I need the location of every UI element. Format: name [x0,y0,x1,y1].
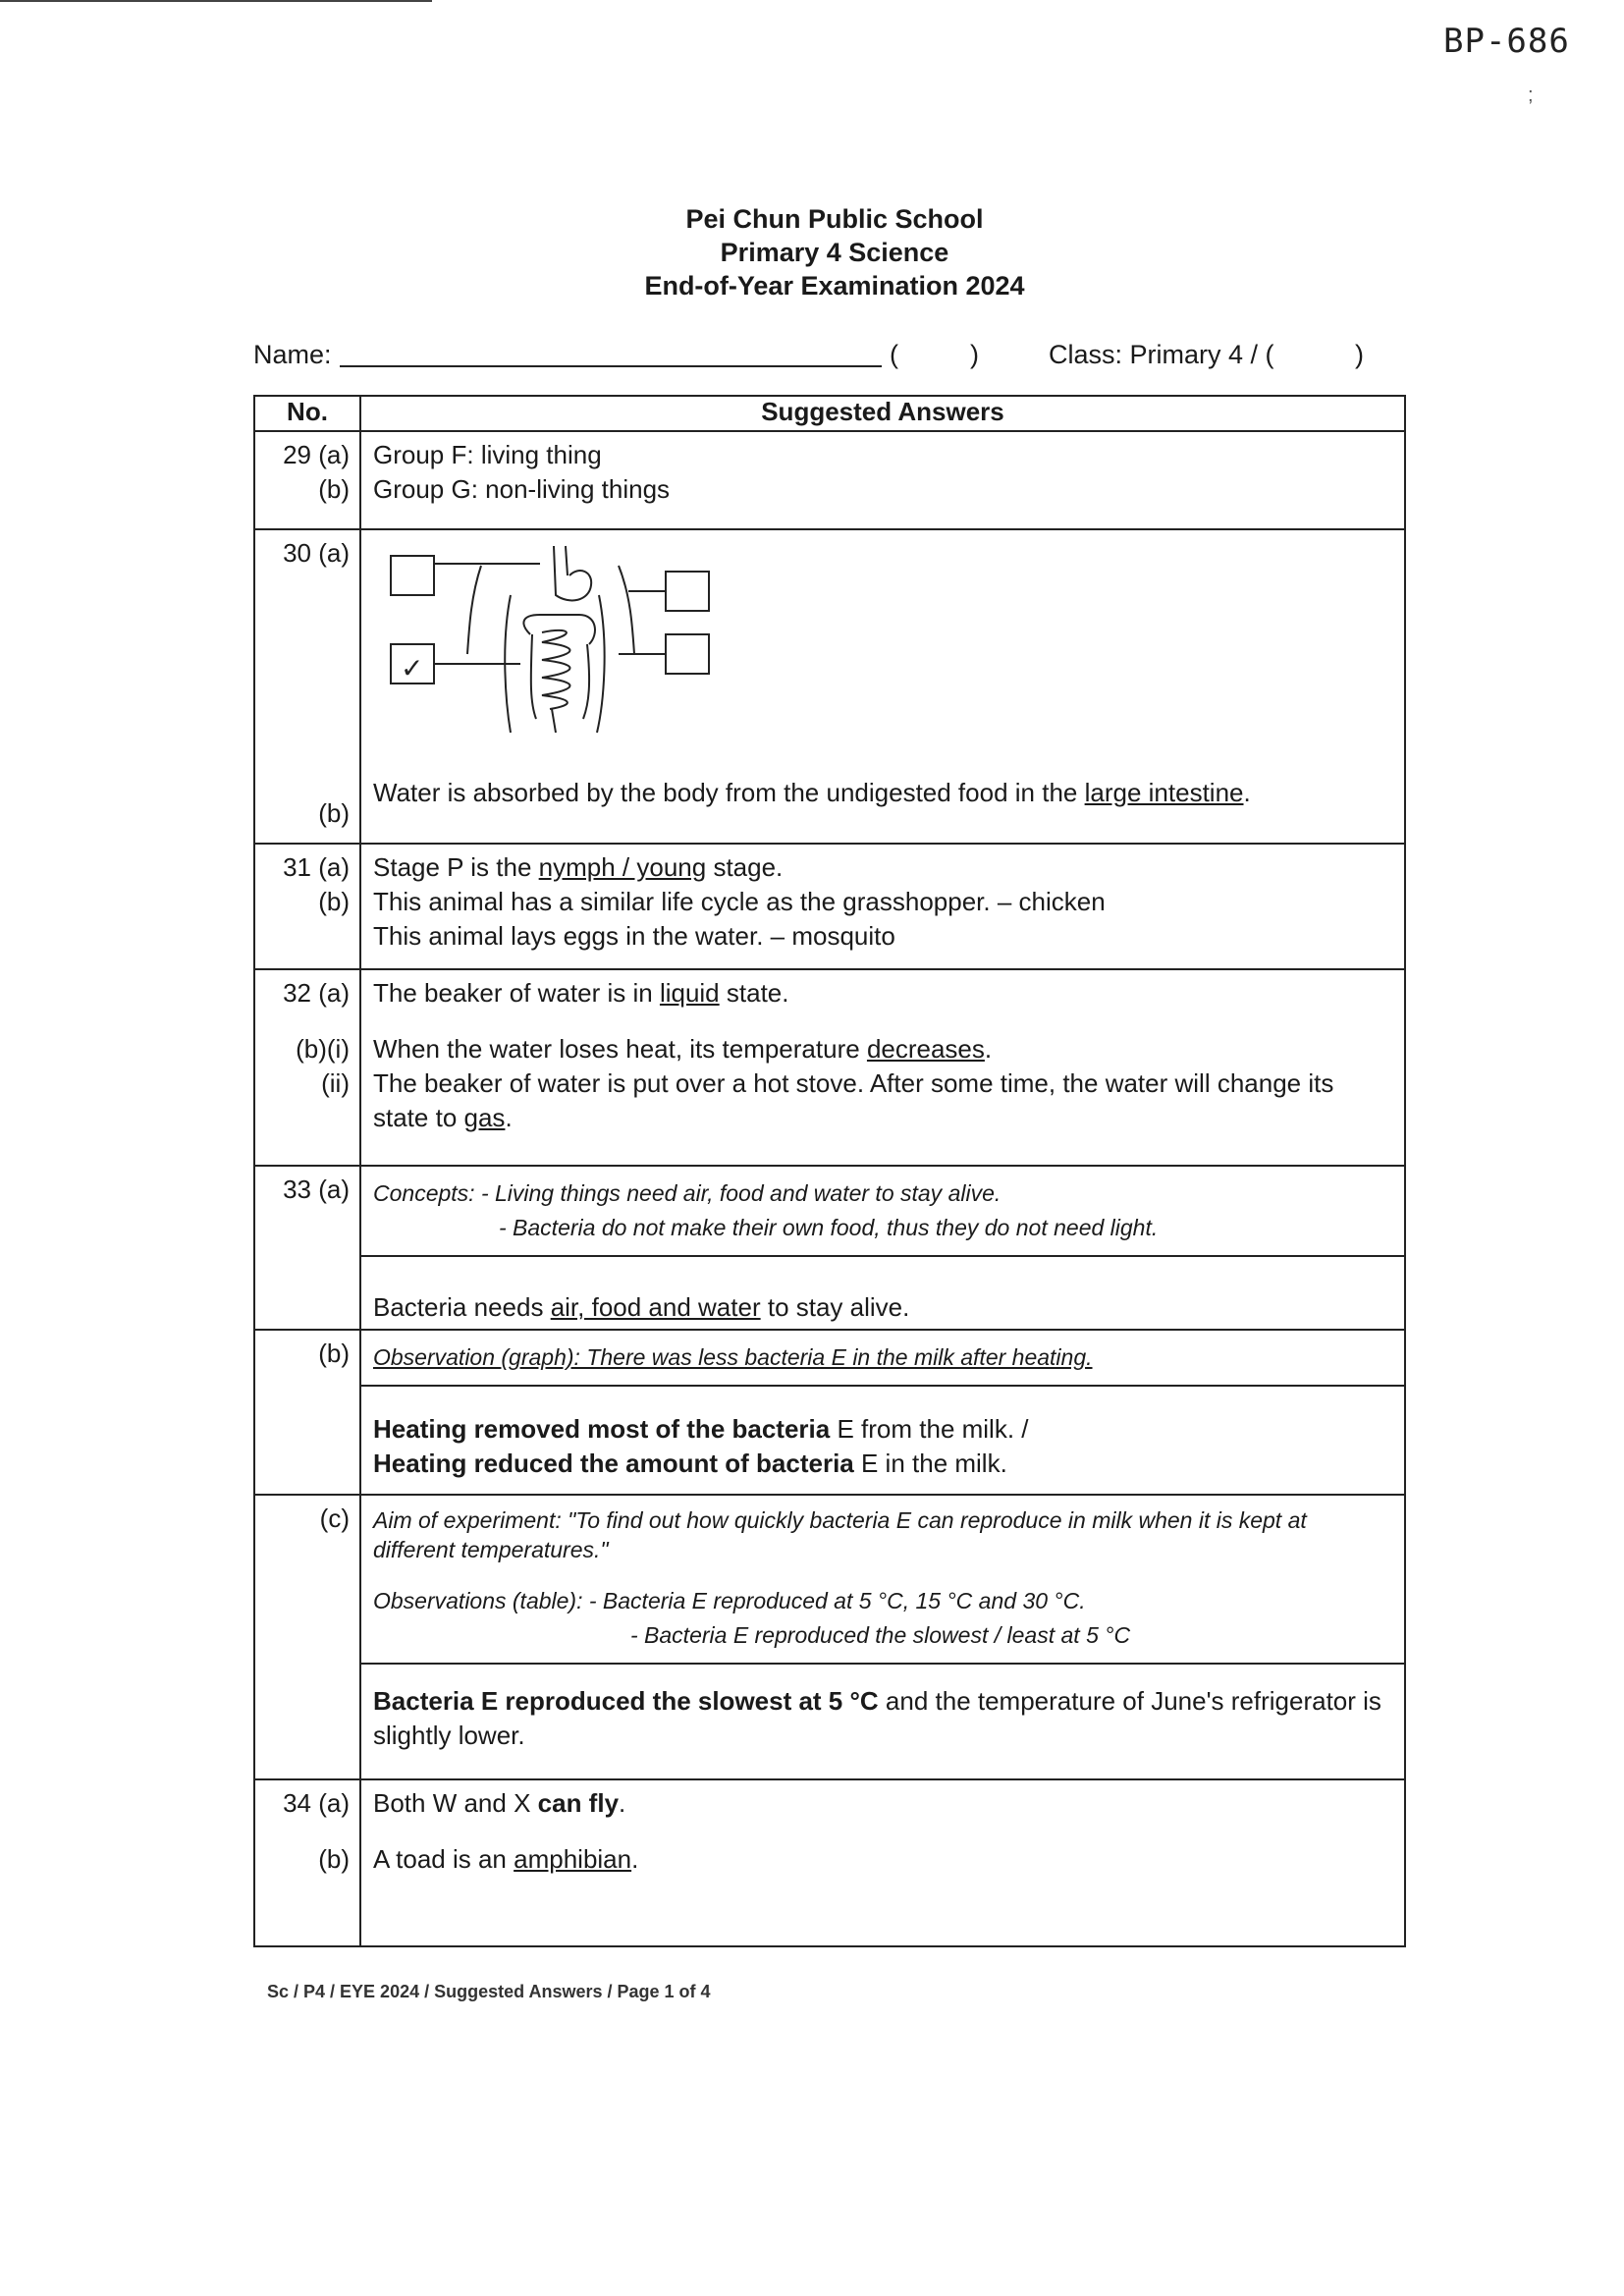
name-blank[interactable] [340,365,882,367]
q32-answers [360,969,1405,1166]
q33b-answer-2-rest: E in the milk. [860,1449,1007,1478]
q32a-number: 32 (a) [283,978,350,1008]
q31a-number: 31 (a) [283,852,350,882]
label-box-2[interactable] [666,572,709,611]
col-header-answers: Suggested Answers [360,396,1405,431]
q30-numbers [254,529,360,844]
q32a-answer [373,976,1394,1011]
table-row-q33c [254,1495,1405,1779]
q33c-answer-rest: and the temperature of June's refrigerator is slightly lower. [373,1686,1381,1750]
q31b-answer-2: This animal lays eggs in the water. – mosquito [373,921,895,951]
q32bii-period: . [505,1103,513,1132]
q30b-period: . [1243,778,1251,807]
q33c-observation-2: - Bacteria E reproduced the slowest / least at 5 °C [630,1622,1131,1648]
q34b-number: (b) [318,1844,350,1874]
q33c-answer [373,1665,1394,1753]
q33b-answer [373,1387,1394,1481]
q33a-text-end: to stay alive. [767,1292,910,1322]
table-row-q32 [254,969,1405,1166]
table-row-q30 [254,529,1405,844]
class-label: Class: Primary 4 / ( [1049,340,1274,369]
q33c-observation-1: Observations (table): - Bacteria E reproduced at 5 °C, 15 °C and 30 °C. [373,1588,1086,1613]
q31b-answer-1: This animal has a similar life cycle as the grasshopper. – chicken [373,887,1106,916]
q31b-number: (b) [318,887,350,916]
q32bi-text: When the water loses heat, its temperature [373,1034,860,1064]
q29a-answer: Group F: living thing [373,440,602,469]
q32bii-keyword: gas [463,1103,506,1132]
table-row-q33a [254,1166,1405,1330]
q33c-aim-observation-box [361,1502,1404,1665]
digestive-system-svg [373,536,727,768]
q34b-period: . [631,1844,639,1874]
q34-answers [360,1779,1405,1946]
q33a-answers [360,1166,1405,1330]
q33a-answer [373,1257,1394,1325]
q33b-answer-1-bold: Heating removed most of the bacteria [373,1414,831,1444]
q32bi-number: (b)(i) [296,1034,350,1064]
school-name: Pei Chun Public School [685,204,984,234]
q34a-period: . [619,1788,626,1818]
q32a-keyword: liquid [659,978,720,1008]
q34a-text: Both W and X [373,1788,531,1818]
q30a-number: 30 (a) [283,538,350,568]
q33c-number: (c) [319,1503,350,1533]
q32bi-answer [373,1032,1394,1066]
q29-answers [360,431,1405,529]
stray-mark: ; [1528,84,1534,106]
q30b-number: (b) [318,798,350,828]
q33a-number: 33 (a) [283,1175,350,1204]
q33c-number-cell [254,1495,360,1779]
q34a-keyword: can fly [537,1788,620,1818]
q29a-number: 29 (a) [283,440,350,469]
table-row-q29 [254,431,1405,529]
label-box-1[interactable] [391,556,434,595]
q33a-concept-2: - Bacteria do not make their own food, thus they do not need light. [499,1215,1159,1240]
q33b-answer-1-rest: E from the milk. / [837,1414,1029,1444]
q31-answers [360,844,1405,969]
q33b-observation: Observation (graph): There was less bacteria E in the milk after heating. [373,1344,1093,1370]
q33b-answers [360,1330,1405,1495]
q29b-answer: Group G: non-living things [373,474,671,504]
answers-table [253,395,1406,1947]
q33b-answer-2-bold: Heating reduced the amount of bacteria [373,1449,854,1478]
name-label: Name: [253,340,332,369]
q33b-number-cell [254,1330,360,1495]
q31a-answer [373,850,1394,885]
q33a-concepts [361,1173,1404,1257]
subject-title: Primary 4 Science [720,238,949,267]
q32-numbers [254,969,360,1166]
table-row-q33b [254,1330,1405,1495]
q33c-aim: Aim of experiment: "To find out how quickly bacteria E can reproduce in milk when it is kept at different temperatures." [373,1507,1307,1562]
q34-numbers [254,1779,360,1946]
scan-edge-line [0,0,432,2]
q34a-number: 34 (a) [283,1788,350,1818]
q32bi-period: . [984,1034,993,1064]
q30b-keyword: large intestine [1084,778,1244,807]
q32bii-number: (ii) [321,1068,350,1098]
q30b-answer [373,776,1394,810]
q31a-keyword: nymph / young [538,852,707,882]
check-mark: ✓ [401,652,424,684]
document-code: BP-686 [1443,22,1570,61]
q33a-keyword: air, food and water [550,1292,761,1322]
q33b-number: (b) [318,1339,350,1368]
q33c-answer-bold: Bacteria E reproduced the slowest at 5 °C [373,1686,879,1716]
q34b-keyword: amphibian [514,1844,632,1874]
table-row-q34 [254,1779,1405,1946]
digestive-system-diagram [373,536,727,768]
name-row [253,340,1382,375]
index-paren-open: ( [890,340,898,369]
q31-numbers [254,844,360,969]
page-header [0,202,1624,302]
q31a-text-end: stage. [713,852,784,882]
q33a-text: Bacteria needs [373,1292,544,1322]
q29b-number: (b) [318,474,350,504]
q30-answers [360,529,1405,844]
q29-numbers [254,431,360,529]
table-row-q31 [254,844,1405,969]
table-header-row [254,396,1405,431]
q32bii-answer [373,1066,1394,1135]
q34b-text: A toad is an [373,1844,507,1874]
q34a-answer [373,1786,1394,1821]
q32a-text: The beaker of water is in [373,978,653,1008]
q33a-concept-1: Concepts: - Living things need air, food and water to stay alive. [373,1180,1001,1206]
q32a-text-end: state. [726,978,789,1008]
col-header-no: No. [254,396,360,431]
q32bii-text: The beaker of water is put over a hot stove. After some time, the water will change its state to [373,1068,1334,1132]
index-paren-close: ) [970,340,979,369]
q33b-observation-box [361,1337,1404,1387]
q33a-number-cell [254,1166,360,1330]
label-box-4[interactable] [666,634,709,674]
q32bi-keyword: decreases [866,1034,985,1064]
exam-title: End-of-Year Examination 2024 [644,271,1025,301]
q30b-text: Water is absorbed by the body from the undigested food in the [373,778,1078,807]
q31a-text: Stage P is the [373,852,532,882]
page-footer: Sc / P4 / EYE 2024 / Suggested Answers / Page 1 of 4 [267,1982,711,2001]
class-paren-close: ) [1355,340,1364,369]
q34b-answer [373,1842,1394,1877]
q33c-answers [360,1495,1405,1779]
